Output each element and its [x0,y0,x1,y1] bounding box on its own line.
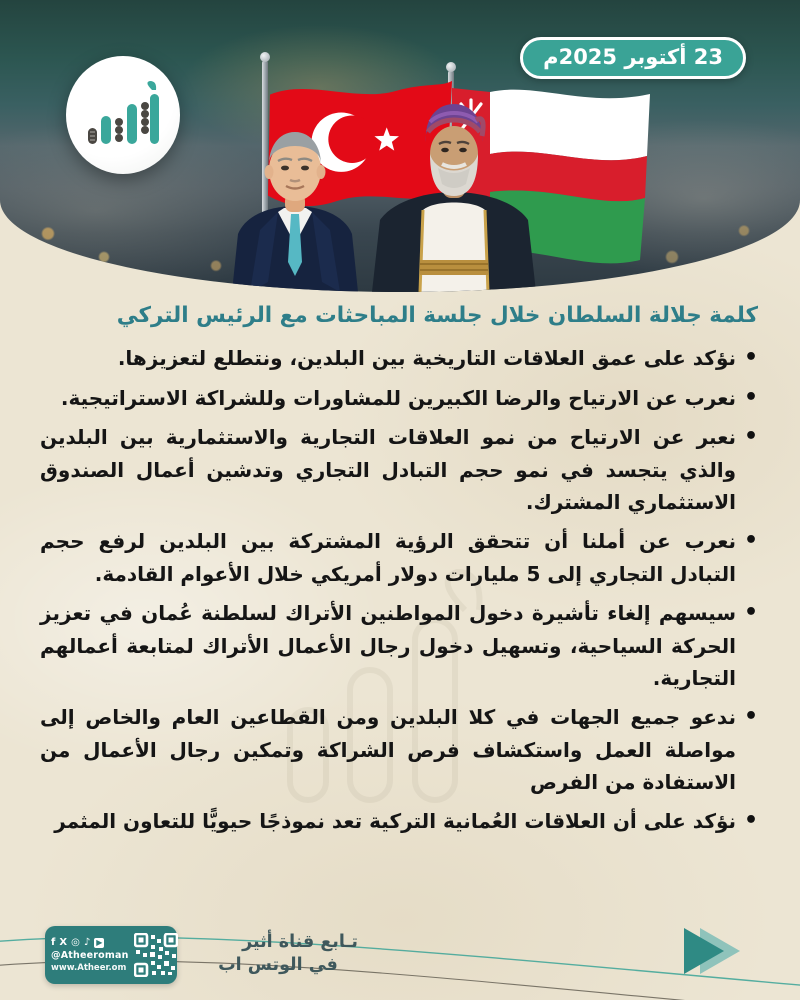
atheer-logo [66,56,180,174]
main-content [0,292,800,845]
youtube-icon[interactable]: ▶ [96,937,103,947]
social-badge [45,926,177,984]
bullet-list [0,330,800,837]
turkish-president-portrait [220,112,370,292]
sultan-of-oman-portrait [358,92,550,292]
bullet-item: • نعبر عن الارتياح من نمو العلاقات التجارية والاستثمارية بين البلدين والذي يتجسد في نمو حجم التبادل التجاري وتدشين أعمال الصندوق الاستثماري المشترك. [40,421,758,518]
tiktok-icon[interactable]: ♪ [83,936,91,948]
atheer-bars-icon [84,80,162,150]
hero-photo [0,0,800,292]
x-twitter-icon[interactable]: X [59,936,68,948]
bullet-item: • نؤكد على عمق العلاقات التاريخية بين البلدين، ونتطلع لتعزيزها. [40,342,758,374]
bullet-item: • نؤكد على أن العلاقات العُمانية التركية تعد نموذجًا حيويًّا للتعاون المثمر [40,805,758,837]
bullet-item: • نعرب عن الارتياح والرضا الكبيرين للمشاورات وللشراكة الاستراتيجية. [40,382,758,414]
social-handle[interactable]: @Atheeroman [51,949,129,961]
date-badge: 23 أكتوبر 2025م [520,37,746,79]
social-icon-row [51,938,129,948]
bullet-item: • ندعو جميع الجهات في كلا البلدين ومن القطاعين العام والخاص إلى مواصلة العمل واستكشاف فرص الشراكة وتمكين رجال الأعمال من الاستفادة من الفرص [40,701,758,798]
facebook-icon[interactable]: f [51,936,56,948]
caption-line-2: في الوتس اب [218,955,338,976]
website-link[interactable]: www.Atheer.om [51,962,127,973]
qr-code[interactable] [134,933,178,977]
instagram-icon[interactable]: ◎ [71,936,80,948]
footer [0,890,800,1000]
social-info [51,938,129,973]
whatsapp-caption [188,931,358,978]
caption-line-1: تـابع قناة أثير [242,931,358,952]
fast-forward-icon[interactable] [678,926,748,976]
bullet-item: • سيسهم إلغاء تأشيرة دخول المواطنين الأتراك لسلطنة عُمان في تعزيز الحركة السياحية، وتسهيل دخول رجال الأعمال الأتراك لمتابعة أعمالهم التجارية. [40,597,758,694]
bullet-item: • نعرب عن أملنا أن تتحقق الرؤية المشتركة بين البلدين لرفع حجم التبادل التجاري إلى 5 مليارات دولار أمريكي خلال الأعوام القادمة. [40,525,758,590]
page-title: كلمة جلالة السلطان خلال جلسة المباحثات مع الرئيس التركي [116,303,758,328]
